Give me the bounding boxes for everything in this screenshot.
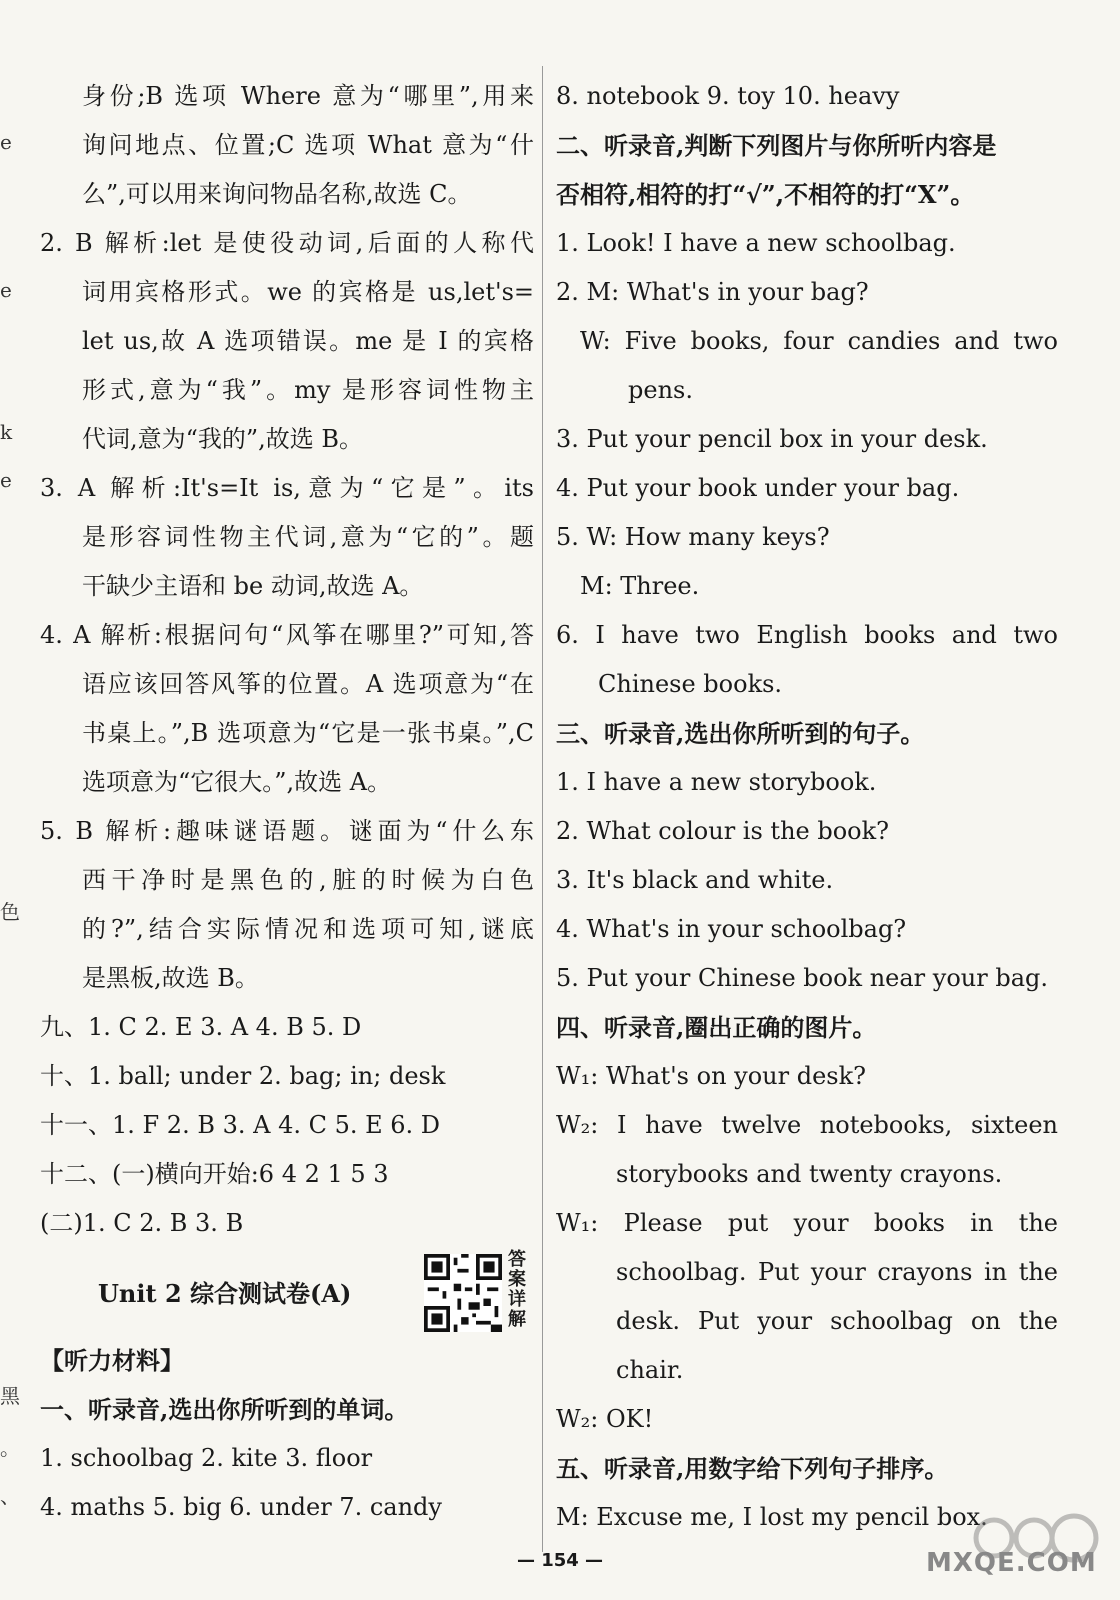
text-line: 代词,意为“我的”,故选 B。 bbox=[82, 425, 364, 453]
text-line: 西干净时是黑色的,脏的时候为白色 bbox=[82, 866, 534, 894]
text-line: pens. bbox=[628, 376, 693, 404]
text-line: let us,故 A 选项错误。me 是 I 的宾格 bbox=[82, 327, 534, 355]
text-line: 形式,意为“我”。my 是形容词性物主 bbox=[82, 376, 534, 404]
text-line: 的?”,结合实际情况和选项可知,谜底 bbox=[82, 915, 534, 943]
section-heading: 【听力材料】 bbox=[40, 1346, 184, 1375]
watermark-text: MXQE.COM bbox=[926, 1548, 1097, 1578]
text-line: 词用宾格形式。we 的宾格是 us,let's= bbox=[82, 278, 534, 306]
text-line: 询问地点、位置;C 选项 What 意为“什 bbox=[82, 131, 534, 159]
edge-fragment: 、 bbox=[0, 1484, 20, 1508]
text-line: 6. I have two English books and two bbox=[556, 621, 1058, 649]
unit-title: Unit 2 综合测试卷(A) bbox=[98, 1279, 352, 1308]
section-heading: 三、听录音,选出你所听到的句子。 bbox=[556, 719, 925, 748]
text-line: 书桌上。”,B 选项意为“它是一张书桌。”,C bbox=[82, 719, 534, 747]
text-line: 4. What's in your schoolbag? bbox=[556, 915, 907, 943]
edge-fragment: 黑 bbox=[0, 1384, 20, 1408]
text-line: 3. Put your pencil box in your desk. bbox=[556, 425, 988, 453]
answer-section: 十、1. ball; under 2. bag; in; desk bbox=[40, 1062, 446, 1090]
text-line: 身份;B 选项 Where 意为“哪里”,用来 bbox=[82, 82, 534, 110]
answer-section: (二)1. C 2. B 3. B bbox=[40, 1209, 244, 1237]
text-line: 选项意为“它很大。”,故选 A。 bbox=[82, 768, 392, 796]
edge-fragment: e bbox=[0, 468, 12, 492]
text-line: Chinese books. bbox=[598, 670, 783, 698]
qr-label: 答案详解 bbox=[508, 1249, 526, 1330]
section-heading: 五、听录音,用数字给下列句子排序。 bbox=[556, 1454, 949, 1483]
section-heading: 二、听录音,判断下列图片与你所听内容是 bbox=[556, 131, 997, 160]
left-column bbox=[40, 72, 534, 1532]
edge-fragment: 色 bbox=[0, 900, 20, 924]
answer-section: 九、1. C 2. E 3. A 4. B 5. D bbox=[40, 1013, 362, 1041]
text-line: 5. Put your Chinese book near your bag. bbox=[556, 964, 1049, 992]
text-line: 是黑板,故选 B。 bbox=[82, 964, 259, 992]
text-line: W₁: What's on your desk? bbox=[556, 1062, 867, 1090]
answer-section: 十一、1. F 2. B 3. A 4. C 5. E 6. D bbox=[40, 1111, 441, 1139]
edge-fragment: 。 bbox=[0, 1436, 20, 1460]
text-line: 5. W: How many keys? bbox=[556, 523, 830, 551]
text-line: 么”,可以用来询问物品名称,故选 C。 bbox=[82, 180, 472, 208]
text-line: 1. I have a new storybook. bbox=[556, 768, 877, 796]
section-heading: 否相符,相符的打“√”,不相符的打“X”。 bbox=[556, 180, 975, 209]
column-divider bbox=[542, 66, 543, 1552]
section-heading: 一、听录音,选出你所听到的单词。 bbox=[40, 1395, 409, 1424]
answer-section: 十二、(一)横向开始:6 4 2 1 5 3 bbox=[40, 1160, 389, 1188]
text-line: 1. schoolbag 2. kite 3. floor bbox=[40, 1444, 373, 1472]
text-line: 4. Put your book under your bag. bbox=[556, 474, 960, 502]
text-line: 1. Look! I have a new schoolbag. bbox=[556, 229, 956, 257]
edge-fragment: k bbox=[0, 420, 13, 444]
right-column bbox=[556, 72, 1058, 1542]
text-line: 2. M: What's in your bag? bbox=[556, 278, 869, 306]
text-line: 是形容词性物主代词,意为“它的”。题 bbox=[82, 523, 534, 551]
answer-item: 5. B 解析:趣味谜语题。谜面为“什么东 bbox=[40, 817, 534, 845]
page-number: — 154 — bbox=[516, 1550, 604, 1571]
text-line: chair. bbox=[616, 1356, 684, 1384]
text-line: M: Three. bbox=[580, 572, 700, 600]
text-line: W: Five books, four candies and two bbox=[580, 327, 1058, 355]
text-line: 语应该回答风筝的位置。A 选项意为“在 bbox=[82, 670, 534, 698]
answer-item: 3. A 解析:It's=It is,意为“它是”。its bbox=[40, 474, 534, 502]
text-line: W₂: I have twelve notebooks, sixteen bbox=[556, 1111, 1058, 1139]
edge-fragment: e bbox=[0, 130, 12, 154]
text-line: schoolbag. Put your crayons in the bbox=[616, 1258, 1058, 1286]
text-line: desk. Put your schoolbag on the bbox=[616, 1307, 1058, 1335]
text-line: storybooks and twenty crayons. bbox=[616, 1160, 1003, 1188]
text-line: W₂: OK! bbox=[556, 1405, 654, 1433]
text-line: W₁: Please put your books in the bbox=[556, 1209, 1058, 1237]
unit-title-block bbox=[40, 1248, 534, 1336]
answer-item: 4. A 解析:根据问句“风筝在哪里?”可知,答 bbox=[40, 621, 534, 649]
text-line: 2. What colour is the book? bbox=[556, 817, 890, 845]
qr-code-icon[interactable] bbox=[424, 1254, 502, 1332]
edge-fragment: e bbox=[0, 278, 12, 302]
text-line: 干缺少主语和 be 动词,故选 A。 bbox=[82, 572, 424, 600]
text-line: 3. It's black and white. bbox=[556, 866, 834, 894]
answer-item: 2. B 解析:let 是使役动词,后面的人称代 bbox=[40, 229, 534, 257]
text-line: M: Excuse me, I lost my pencil box. bbox=[556, 1503, 988, 1531]
text-line: 4. maths 5. big 6. under 7. candy bbox=[40, 1493, 442, 1521]
text-line: 8. notebook 9. toy 10. heavy bbox=[556, 82, 900, 110]
left-edge-fragments bbox=[0, 60, 20, 1550]
section-heading: 四、听录音,圈出正确的图片。 bbox=[556, 1013, 877, 1042]
